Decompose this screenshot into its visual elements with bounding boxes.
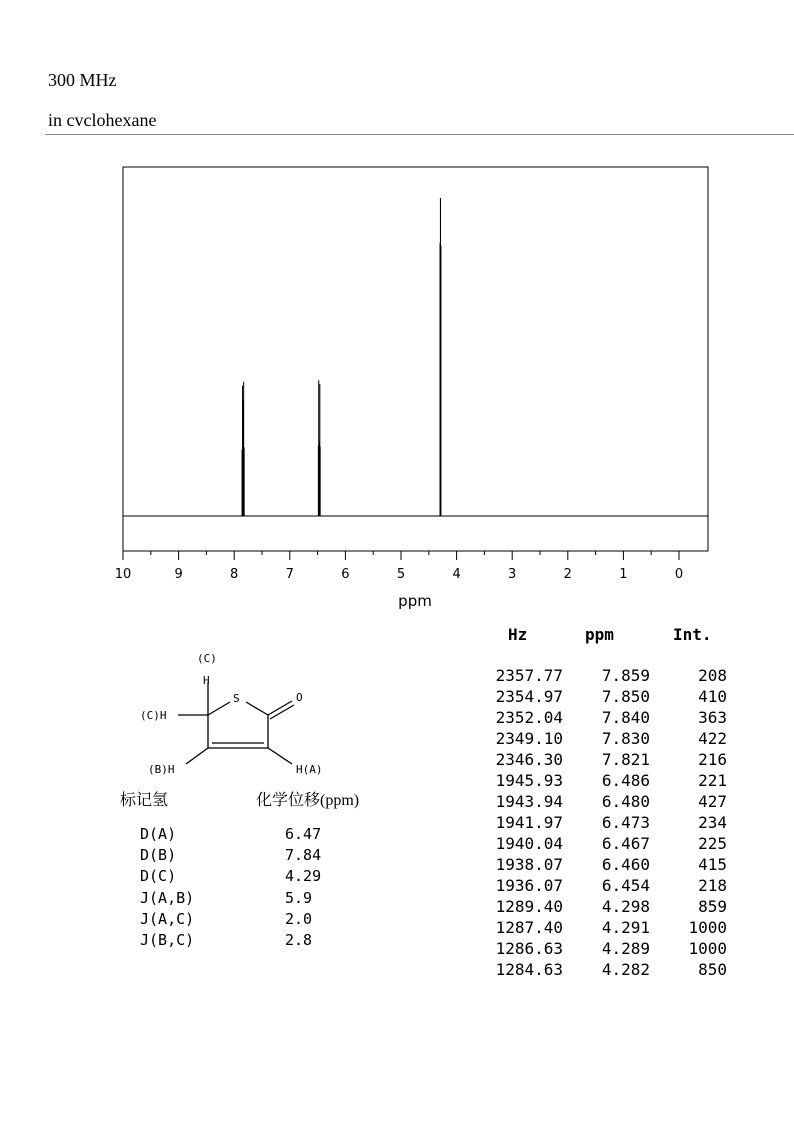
- x-tick-label: 0: [674, 567, 684, 582]
- x-tick-label: 8: [230, 567, 239, 582]
- bond-h-b: [186, 748, 208, 764]
- x-tick-label: 10: [114, 567, 132, 582]
- assignment-value: 5.9: [285, 889, 313, 907]
- peak-hz: 2349.10: [495, 729, 563, 748]
- peak-intensity: 859: [698, 897, 727, 916]
- peak-intensity: 225: [698, 834, 727, 853]
- assignment-label: J(A,B): [140, 889, 195, 907]
- x-tick-label: 3: [508, 567, 517, 582]
- peak-hz: 1286.63: [495, 939, 563, 958]
- peak-ppm: 6.480: [601, 792, 650, 811]
- x-tick-label: 5: [396, 567, 406, 582]
- spectrometer-frequency: 300 MHz: [48, 70, 117, 90]
- peak-hz: 2357.77: [495, 666, 563, 685]
- x-tick-label: 9: [174, 567, 183, 582]
- assignment-value: 2.0: [285, 910, 313, 928]
- peak-intensity: 234: [698, 813, 727, 832]
- x-axis-ticks: [115, 551, 683, 582]
- assignment-label: D(B): [140, 846, 177, 864]
- peak-intensity: 850: [698, 960, 727, 979]
- peak-intensity: 221: [698, 771, 727, 790]
- peak-hz: 2352.04: [495, 708, 563, 727]
- molecule-structure: [120, 645, 350, 785]
- peak-ppm: 7.840: [601, 708, 650, 727]
- peak-intensity: 427: [698, 792, 727, 811]
- peak-ppm: 6.460: [601, 855, 650, 874]
- peak-hz: 1289.40: [495, 897, 563, 916]
- peak-hz: 1943.94: [495, 792, 563, 811]
- x-tick-label: 2: [563, 567, 572, 582]
- bond-c-s: [208, 702, 230, 715]
- assignment-value: 6.47: [285, 825, 322, 843]
- peak-ppm: 6.473: [601, 813, 650, 832]
- label-h-a: H(A): [296, 763, 323, 776]
- peak-ppm: 7.821: [601, 750, 650, 769]
- x-tick-label: 6: [341, 567, 350, 582]
- peak-intensity: 363: [698, 708, 727, 727]
- peak-hz: 1936.07: [495, 876, 563, 895]
- bond-h-a: [268, 748, 292, 764]
- bond-s-c: [246, 702, 268, 715]
- peak-hz: 2346.30: [495, 750, 563, 769]
- x-tick-label: 1: [619, 567, 628, 582]
- assignment-value: 2.8: [285, 931, 313, 949]
- assignment-header-shift: 化学位移(ppm): [256, 792, 360, 809]
- label-ring-s: S: [233, 692, 240, 705]
- peak-intensity: 1000: [688, 918, 727, 937]
- assignment-value: 4.29: [285, 867, 322, 885]
- peak-ppm: 6.486: [601, 771, 650, 790]
- peak-ppm: 4.298: [601, 897, 650, 916]
- x-axis-label: ppm: [398, 592, 432, 610]
- assignment-label: J(B,C): [140, 931, 195, 949]
- peak-table-header-ppm: ppm: [585, 625, 614, 644]
- plot-frame: [123, 167, 708, 551]
- peak-hz: 1287.40: [495, 918, 563, 937]
- peak-hz: 1284.63: [495, 960, 563, 979]
- assignment-header-label: 标记氢: [120, 792, 169, 809]
- peak-intensity: 415: [698, 855, 727, 874]
- x-tick-label: 4: [452, 567, 461, 582]
- peak-intensity: 216: [698, 750, 727, 769]
- peak-ppm: 4.282: [601, 960, 650, 979]
- peak-hz: 1945.93: [495, 771, 563, 790]
- peak-ppm: 7.830: [601, 729, 650, 748]
- peak-table-header-int: Int.: [673, 625, 712, 644]
- peak-intensity: 422: [698, 729, 727, 748]
- peak-ppm: 6.467: [601, 834, 650, 853]
- peak-ppm: 7.850: [601, 687, 650, 706]
- peak-table-header-hz: Hz: [508, 625, 528, 644]
- peak-intensity: 1000: [688, 939, 727, 958]
- peak-ppm: 7.859: [601, 666, 650, 685]
- peak-ppm: 4.289: [601, 939, 650, 958]
- x-tick-label: 7: [285, 567, 294, 582]
- label-c-top: (C): [197, 652, 217, 665]
- peak-intensity: 208: [698, 666, 727, 685]
- peak-intensity: 410: [698, 687, 727, 706]
- label-h-c-left: (C)H: [140, 709, 167, 722]
- assignment-label: D(A): [140, 825, 177, 843]
- assignment-label: J(A,C): [140, 910, 195, 928]
- peak-intensity: 218: [698, 876, 727, 895]
- solvent-label: in cvclohexane: [48, 110, 157, 130]
- label-carbonyl-o: O: [296, 691, 303, 704]
- label-h-b: (B)H: [148, 763, 175, 776]
- peak-hz: 1938.07: [495, 855, 563, 874]
- peaks-group: [242, 198, 441, 516]
- peak-hz: 1941.97: [495, 813, 563, 832]
- peak-hz: 1940.04: [495, 834, 563, 853]
- label-h-top: H: [203, 674, 210, 687]
- assignment-value: 7.84: [285, 846, 322, 864]
- peak-ppm: 4.291: [601, 918, 650, 937]
- assignment-label: D(C): [140, 867, 177, 885]
- peak-ppm: 6.454: [601, 876, 650, 895]
- peak-hz: 2354.97: [495, 687, 563, 706]
